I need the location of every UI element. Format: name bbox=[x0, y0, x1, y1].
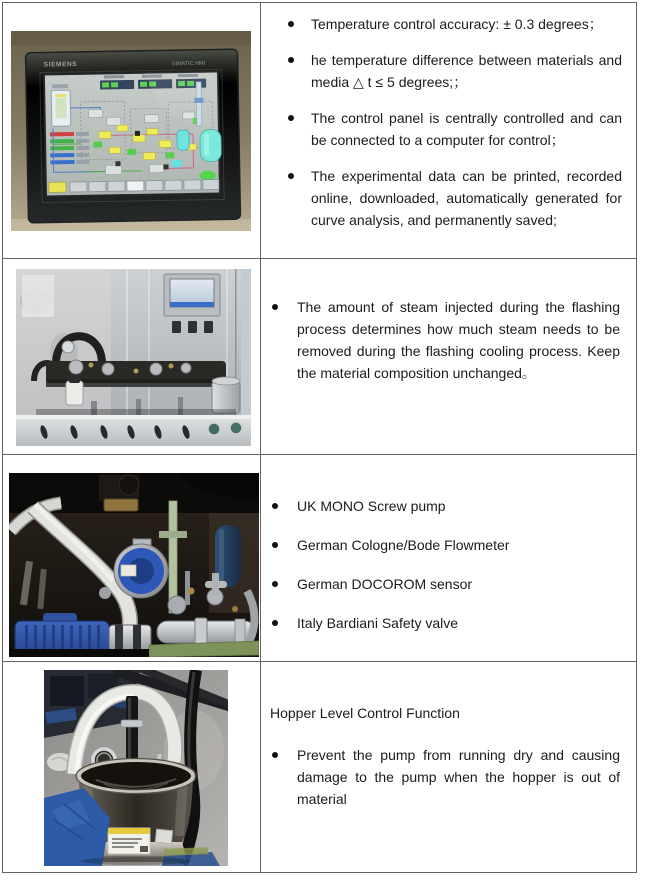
row1-text-cell bbox=[261, 3, 636, 259]
pump-flowmeter-illustration bbox=[9, 473, 259, 657]
bullet-text: Prevent the pump from running dry and causing damage to the pump when the hopper is out of material bbox=[297, 747, 620, 807]
row2-text-cell bbox=[261, 259, 636, 455]
bullet-text: UK MONO Screw pump bbox=[297, 498, 446, 514]
bullet-text: German DOCOROM sensor bbox=[297, 576, 473, 592]
bullet-text: German Cologne/Bode Flowmeter bbox=[297, 537, 510, 553]
hopper-function-heading: Hopper Level Control Function bbox=[270, 705, 460, 721]
bullet-dot bbox=[288, 173, 294, 179]
bullet-text: The amount of steam injected during the flashing process determines how much steam needs to be removed during the flashing cooling process. Keep the material composition unchanged。 bbox=[297, 299, 620, 381]
bullet-item bbox=[261, 296, 620, 384]
bullet-item bbox=[261, 107, 622, 151]
bullet-dot bbox=[288, 115, 294, 121]
row4-text-cell bbox=[261, 662, 636, 872]
bullet-item bbox=[261, 744, 620, 810]
row3-photo-cell bbox=[3, 455, 261, 662]
bullet-text: The experimental data can be printed, recorded online, downloaded, automatically generated for curve analysis, and permanently saved; bbox=[311, 168, 622, 228]
bullet-item bbox=[261, 534, 620, 556]
bullet-dot bbox=[272, 620, 278, 626]
pump-flowmeter-photo bbox=[9, 473, 259, 657]
row3-text-cell bbox=[261, 455, 636, 662]
bullet-item bbox=[261, 13, 622, 35]
bullet-item bbox=[261, 165, 622, 231]
bullet-item bbox=[261, 573, 620, 595]
bullet-item bbox=[261, 49, 622, 93]
steam-skid-illustration bbox=[16, 269, 251, 446]
row1-photo-cell bbox=[3, 3, 261, 259]
bullet-text: Italy Bardiani Safety valve bbox=[297, 615, 459, 631]
bullet-dot bbox=[272, 542, 278, 548]
hopper-illustration bbox=[44, 670, 228, 866]
bullet-dot bbox=[288, 21, 294, 27]
steam-skid-photo bbox=[16, 269, 251, 446]
bullet-dot bbox=[272, 304, 278, 310]
bullet-dot bbox=[272, 503, 278, 509]
hmi-panel-illustration bbox=[11, 31, 251, 231]
row4-photo-cell bbox=[3, 662, 261, 872]
bullet-item bbox=[261, 612, 620, 634]
spec-table bbox=[2, 2, 637, 873]
row2-photo-cell bbox=[3, 259, 261, 455]
hopper-photo bbox=[44, 670, 228, 866]
simatic-hmi-text: SIMATIC HMI bbox=[171, 60, 206, 68]
bullet-item bbox=[261, 495, 620, 517]
siemens-logo-text: SIEMENS bbox=[43, 60, 78, 69]
hmi-panel-photo bbox=[11, 31, 251, 231]
bullet-dot bbox=[288, 57, 294, 63]
bullet-text: The control panel is centrally controlled and can be connected to a computer for control； bbox=[311, 110, 622, 148]
bullet-dot bbox=[272, 752, 278, 758]
bullet-dot bbox=[272, 581, 278, 587]
bullet-text: he temperature difference between materials and media △ t ≤ 5 degrees;； bbox=[311, 52, 622, 90]
bullet-text: Temperature control accuracy: ± 0.3 degrees； bbox=[311, 16, 603, 32]
